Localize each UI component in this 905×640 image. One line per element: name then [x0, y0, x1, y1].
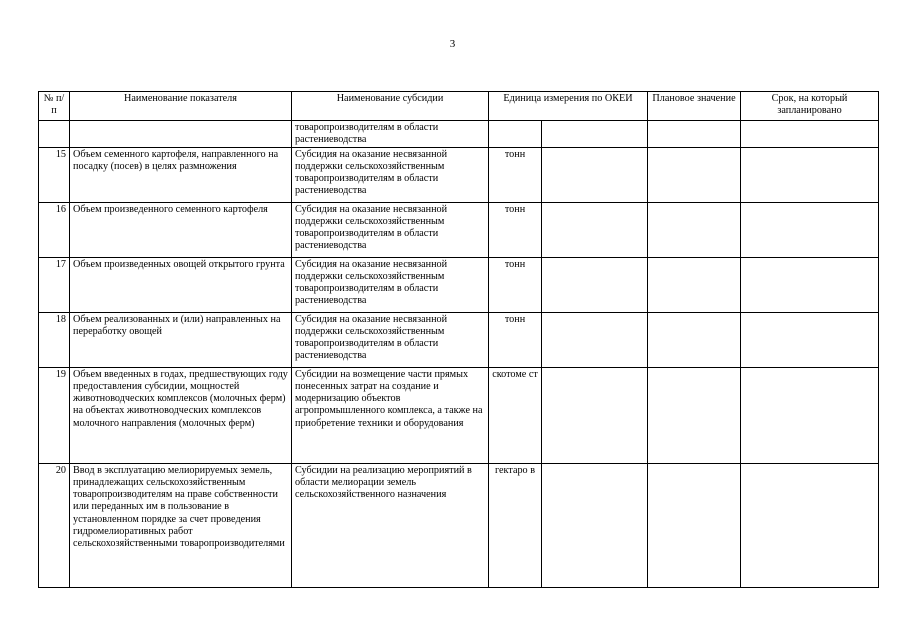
- table-row: [39, 258, 879, 313]
- row-subsidy: товаропроизводителям в области растениеводства: [292, 121, 489, 148]
- row-deadline: [741, 203, 879, 258]
- row-number: 19: [39, 368, 70, 464]
- row-planned-value: [648, 313, 741, 368]
- row-number: 16: [39, 203, 70, 258]
- row-unit: тонн: [489, 203, 542, 258]
- header-planned-value: Плановое значение: [648, 92, 741, 121]
- row-unit: гектаро в: [489, 464, 542, 588]
- row-number: 20: [39, 464, 70, 588]
- row-number: 15: [39, 148, 70, 203]
- row-indicator: Объем произведенного семенного картофеля: [70, 203, 292, 258]
- indicators-table: [38, 91, 879, 588]
- row-indicator: [70, 121, 292, 148]
- row-unit-code: [542, 258, 648, 313]
- table-row: [39, 203, 879, 258]
- row-deadline: [741, 313, 879, 368]
- header-indicator: Наименование показателя: [70, 92, 292, 121]
- row-unit-code: [542, 203, 648, 258]
- table-header-row: [39, 92, 879, 121]
- row-unit: тонн: [489, 258, 542, 313]
- row-indicator: Объем семенного картофеля, направленного на посадку (посев) в целях размножения: [70, 148, 292, 203]
- row-deadline: [741, 464, 879, 588]
- row-number: 17: [39, 258, 70, 313]
- table-row: [39, 464, 879, 588]
- row-planned-value: [648, 203, 741, 258]
- row-planned-value: [648, 148, 741, 203]
- row-unit-code: [542, 368, 648, 464]
- header-subsidy: Наименование субсидии: [292, 92, 489, 121]
- row-unit: скотоме ст: [489, 368, 542, 464]
- row-planned-value: [648, 464, 741, 588]
- row-unit: тонн: [489, 313, 542, 368]
- row-planned-value: [648, 258, 741, 313]
- row-subsidy: Субсидия на оказание несвязанной поддержки сельскохозяйственным товаропроизводителям в области растениеводства: [292, 313, 489, 368]
- header-deadline: Срок, на который запланировано: [741, 92, 879, 121]
- table-row: [39, 368, 879, 464]
- row-number: [39, 121, 70, 148]
- row-subsidy: Субсидия на оказание несвязанной поддержки сельскохозяйственным товаропроизводителям в области растениеводства: [292, 148, 489, 203]
- row-subsidy: Субсидия на оказание несвязанной поддержки сельскохозяйственным товаропроизводителям в области растениеводства: [292, 203, 489, 258]
- header-unit: Единица измерения по ОКЕИ: [489, 92, 648, 121]
- header-number: № п/п: [39, 92, 70, 121]
- row-subsidy: Субсидия на оказание несвязанной поддержки сельскохозяйственным товаропроизводителям в области растениеводства: [292, 258, 489, 313]
- table-row: [39, 313, 879, 368]
- row-subsidy: Субсидии на реализацию мероприятий в области мелиорации земель сельскохозяйственного назначения: [292, 464, 489, 588]
- row-planned-value: [648, 368, 741, 464]
- row-indicator: Объем введенных в годах, предшествующих году предоставления субсидии, мощностей животноводческих комплексов (молочных ферм) на объектах животноводческих комплексов молочного направления (молочных ферм): [70, 368, 292, 464]
- row-indicator: Объем реализованных и (или) направленных на переработку овощей: [70, 313, 292, 368]
- row-indicator: Ввод в эксплуатацию мелиорируемых земель, принадлежащих сельскохозяйственным товаропроизводителям на праве собственности или переданных им в пользование в установленном порядке за счет проведения гидромелиоративных работ сельскохозяйственными товаропроизводителями: [70, 464, 292, 588]
- row-planned-value: [648, 121, 741, 148]
- row-number: 18: [39, 313, 70, 368]
- page-number: 3: [449, 38, 456, 50]
- table-row: [39, 148, 879, 203]
- row-unit-code: [542, 121, 648, 148]
- row-deadline: [741, 148, 879, 203]
- row-unit-code: [542, 313, 648, 368]
- row-deadline: [741, 368, 879, 464]
- row-unit-code: [542, 148, 648, 203]
- row-deadline: [741, 121, 879, 148]
- row-deadline: [741, 258, 879, 313]
- table-row: [39, 121, 879, 148]
- row-unit: тонн: [489, 148, 542, 203]
- row-unit-code: [542, 464, 648, 588]
- row-indicator: Объем произведенных овощей открытого грунта: [70, 258, 292, 313]
- row-unit: [489, 121, 542, 148]
- row-subsidy: Субсидии на возмещение части прямых понесенных затрат на создание и модернизацию объектов агропромышленного комплекса, а также на приобретение техники и оборудования: [292, 368, 489, 464]
